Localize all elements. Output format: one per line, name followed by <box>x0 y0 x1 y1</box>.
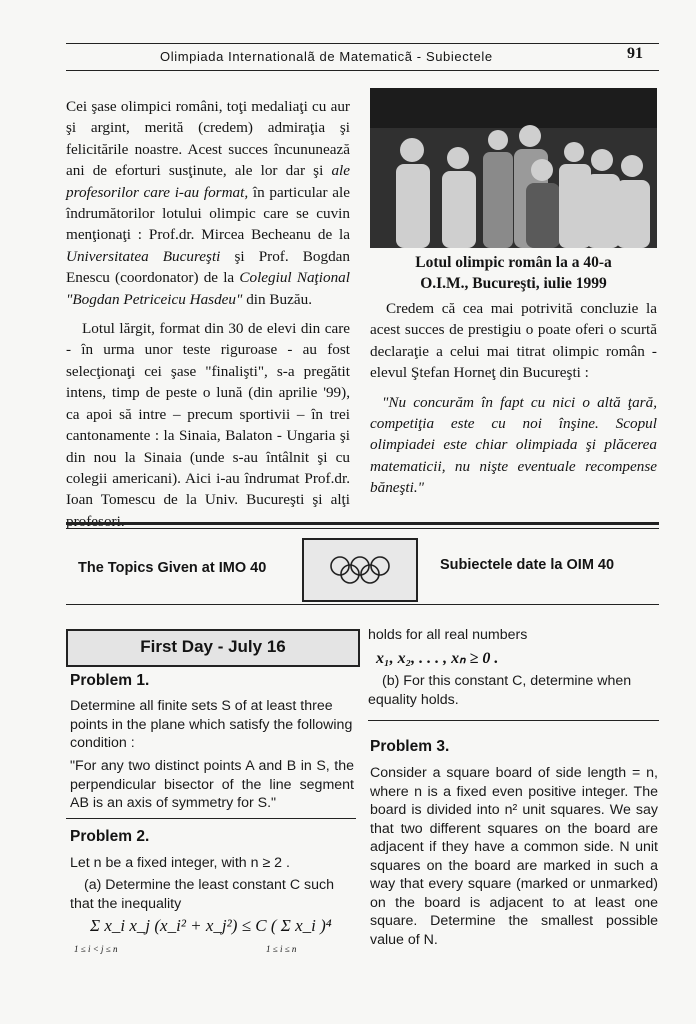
team-photo-image <box>370 88 657 248</box>
banner-rule-top-thin <box>66 528 659 529</box>
problem-1-title: Problem 1. <box>70 672 150 689</box>
running-title: Olimpiada Internationalã de Matematicã - Subiectele <box>160 49 493 64</box>
problem-1-rule <box>66 818 356 819</box>
olympic-rings-icon <box>304 540 416 600</box>
paragraph-conclusion: Credem că cea mai potrivită concluzie la acest succes de prestigiu o poate oferi o scurtă declaraţie a celui mai titrat olimpic român - elevul Ştefan Horneţ din Bucureşti : <box>370 300 657 382</box>
photo-caption <box>370 252 657 294</box>
sum-1-index: 1 ≤ i < j ≤ n <box>74 944 118 954</box>
paragraph-medalists: Cei şase olimpici români, toţi medaliaţi cu aur şi argint, merită (credem) admiraţia şi felicitările noastre. Acest succes încununează ani de eforturi susţinute, ale lor dar şi ale profesorilor care i-au format, în particular ale îndrumătorilor lotului olimpic care se cuvin menţionaţi : Prof.dr. Mircea Becheanu de la Universitatea Bucureşti şi Prof. Bogdan Enescu (coordonator) de la Colegiul Naţional "Bogdan Petriceicu Hasdeu" din Buzău. <box>66 98 350 308</box>
problem-3-title: Problem 3. <box>370 738 450 755</box>
problem-2-holds: holds for all real numbers <box>368 627 528 643</box>
first-day-label: First Day - July 16 <box>140 637 286 656</box>
inequality-formula: Σ x_i x_j (x_i² + x_j²) ≤ C ( Σ x_i )⁴ <box>90 916 332 935</box>
right-column <box>370 298 657 507</box>
header-rule-bottom <box>66 70 659 71</box>
problem-2-inequality <box>90 916 332 936</box>
caption-line-2: O.I.M., Bucureşti, iulie 1999 <box>420 275 607 292</box>
paragraph-training: Lotul lărgit, format din 30 de elevi din care - în urma unor teste riguroase - au fost selecţionaţi cei şase "finalişti", s-a pregătit intens, timp de peste o lună (din aprilie '99), ca apoi să intre – precum sportivii – în trei cantonamente : la Sinaia, Balaton - Ungaria şi din nou la Sinaia (unde s-au întâlnit şi cu colegii americani). Aici i-au îndrumat Prof.dr. Ioan Tomescu de la Univ. Bucureşti şi alţi <box>66 320 350 509</box>
problem-2-vars: x₁, x₂, . . . , xₙ ≥ 0 . <box>376 650 499 667</box>
banner-rule-bottom <box>66 604 659 605</box>
banner-rule-top <box>66 522 659 525</box>
problem-2-title: Problem 2. <box>70 828 150 845</box>
topics-heading-en: The Topics Given at IMO 40 <box>78 560 267 576</box>
page-number: 91 <box>627 45 643 62</box>
first-day-box <box>66 629 360 667</box>
problem-1-condition: "For any two distinct points A and B in S, the perpendicular bisector of the line segment AB is an axis of symmetry for S." <box>70 758 354 811</box>
left-column <box>66 96 350 540</box>
problem-2-rule <box>368 720 659 721</box>
problem-2-part-b: (b) For this constant C, determine when equality holds. <box>368 673 632 708</box>
team-photo <box>370 88 657 248</box>
problem-3-text: Consider a square board of side length = n, where n is a fixed even positive integer. The board is divided into n² unit squares. We say that two different squares on the board are adjacent if they have a common side. N unit squares on the board are marked in such a way that every square (marked or unmarked) on the board is adjacent to at least one square. Determine the smallest possible value of N. <box>370 765 658 948</box>
student-quote: "Nu concurăm în fapt cu nici o altă ţară, competiţia este cu noi înşine. Scopul olimpiadei este chiar olimpiada şi plăcerea matematicii, nu nişte eventuale recompense băneşti." <box>370 393 657 497</box>
olympic-logo-box <box>302 538 418 602</box>
caption-line-1: Lotul olimpic român la a 40-a <box>415 254 612 271</box>
problem-2-part-a: (a) Determine the least constant C such that the inequality <box>70 877 334 912</box>
problem-2-line1: Let n be a fixed integer, with n ≥ 2 . <box>70 855 290 871</box>
problem-1-text: Determine all finite sets S of at least three points in the plane which satisfy the following condition : <box>70 698 353 751</box>
topics-heading-ro: Subiectele date la OIM 40 <box>440 557 615 573</box>
sum-2-index: 1 ≤ i ≤ n <box>266 944 297 954</box>
header-rule-top <box>66 43 659 44</box>
